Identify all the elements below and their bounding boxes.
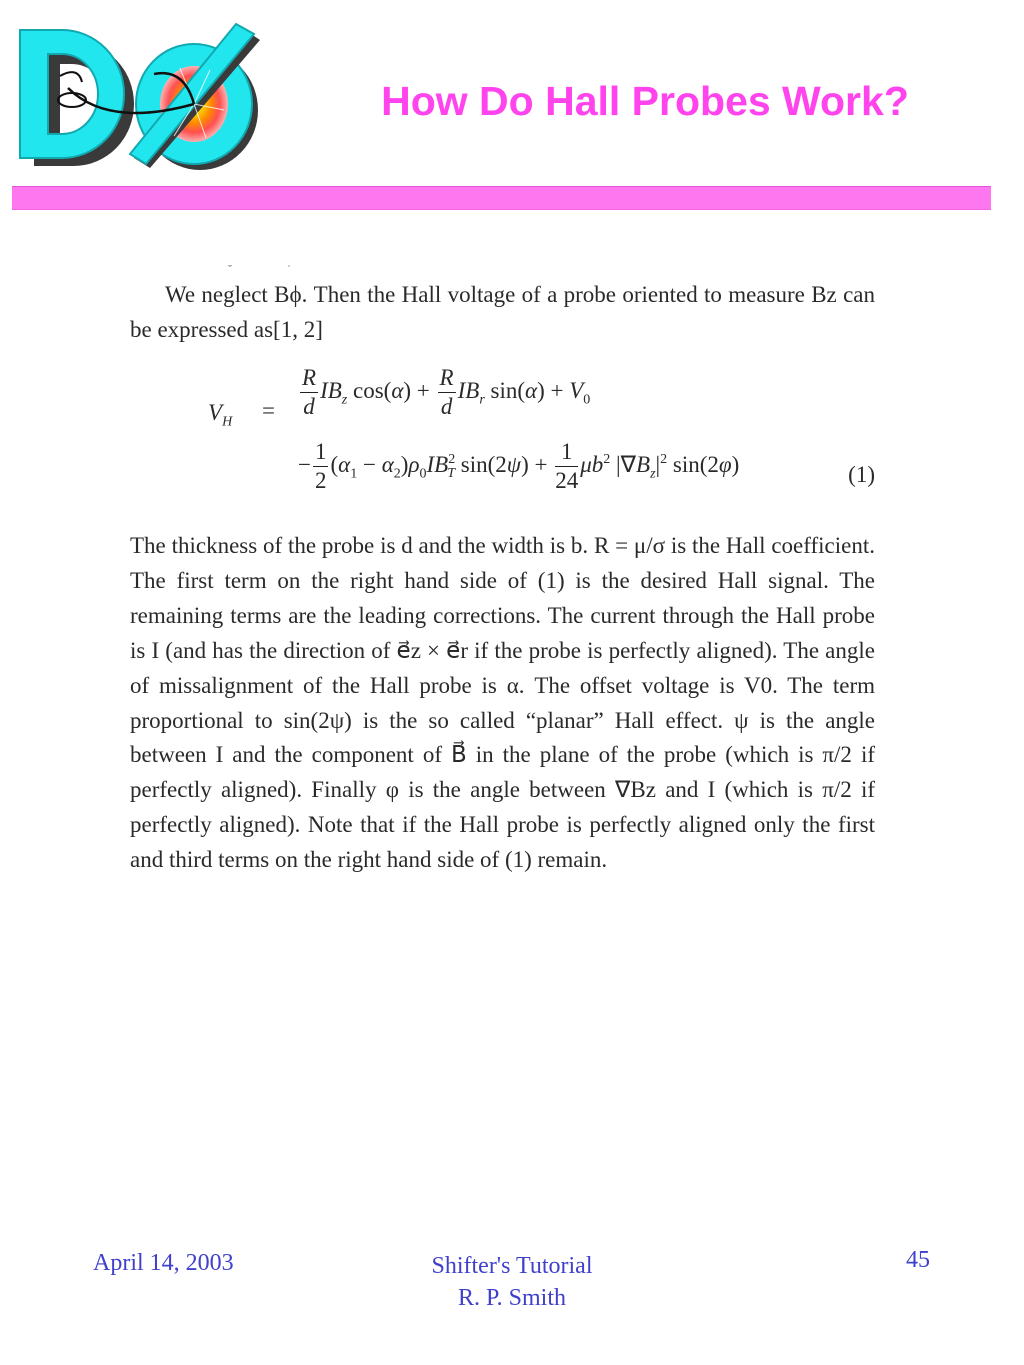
- scan-edge-marks: ˘ ˙: [228, 262, 317, 276]
- footer-center: [412, 1250, 612, 1314]
- d0-logo: [10, 18, 265, 173]
- footer-date: April 14, 2003: [93, 1250, 234, 1276]
- footer-tutorial-title: Shifter's Tutorial: [431, 1253, 593, 1279]
- footer-author: R. P. Smith: [457, 1285, 567, 1311]
- page-number: 45: [906, 1247, 930, 1273]
- equation-lhs: $V_H$: [208, 400, 233, 430]
- slide-title: How Do Hall Probes Work?: [381, 78, 909, 124]
- explanation-paragraph: The thickness of the probe is d and the width is b. R = μ/σ is the Hall coefficient. The first term on the right hand side of (1) is the desired Hall signal. The remaining terms are the leading corrections. The current through the Hall probe is I (and has the direction of e⃗z × e⃗r if the probe is perfectly aligned). The angle of missalignment of the Hall probe is α. The offset voltage is V0. The term proportional to sin(2ψ) is the so called “planar” Hall effect. ψ is the angle between I and the component of B⃗ in the plane of the probe (which is π/2 if perfectly aligned). Finally φ is the angle between ∇Bz and I (which is π/2 if perfectly aligned). Note that if the Hall probe is perfectly aligned only the first and third terms on the right hand side of (1) remain.: [130, 533, 876, 873]
- equation-equals: =: [262, 398, 275, 423]
- title-divider: [12, 186, 991, 210]
- equation-line-1: $\frac{R}{d}$ $IB_z$ cos(α) + $\frac{R}{d}$ $IB_r$ $\sin(\alpha) + V_0$: [302, 365, 591, 419]
- equation-line-2: − $\frac{1}{2}$ $(\alpha_1 - \alpha_2)\rho_0IB^2_T$ sin(2ψ) + $\frac{1}{24}$ $\mu b^2$ $|\nabla B_z|^2$ sin(2φ): [298, 439, 740, 493]
- hall-voltage-equation: [130, 362, 875, 522]
- equation-number: (1): [848, 462, 875, 487]
- intro-paragraph: We neglect Bϕ. Then the Hall voltage of a probe oriented to measure Bz can be expressed as[1, 2]: [130, 282, 875, 342]
